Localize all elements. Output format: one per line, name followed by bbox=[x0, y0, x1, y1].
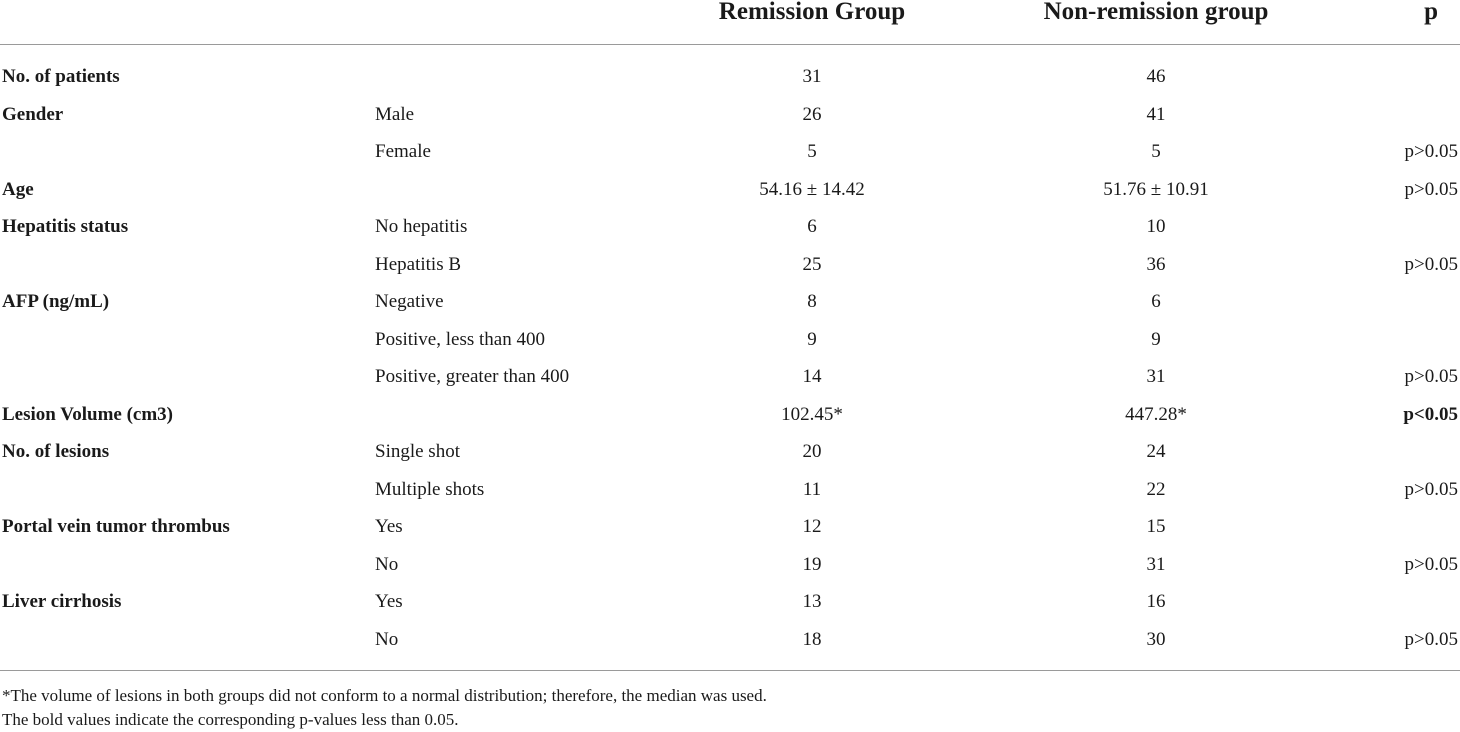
row-variable-cell: No. of lesions bbox=[2, 441, 110, 462]
row-nonremission-cell: 46 bbox=[1146, 66, 1166, 87]
row-nonremission-cell: 31 bbox=[1146, 553, 1166, 575]
row-nonremission-cell: 41 bbox=[1146, 103, 1166, 125]
row-p-value-cell: p>0.05 bbox=[1404, 553, 1458, 575]
row-nonremission-cell: 22 bbox=[1146, 478, 1166, 500]
table-row bbox=[0, 471, 1460, 509]
table-row bbox=[0, 433, 1460, 471]
row-nonremission-cell: 24 bbox=[1146, 441, 1166, 462]
row-p-value-cell: p>0.05 bbox=[1404, 478, 1458, 500]
row-subgroup-cell: Negative bbox=[375, 291, 444, 312]
row-nonremission-cell: 447.28* bbox=[1125, 403, 1187, 425]
table-row bbox=[0, 621, 1460, 659]
row-subgroup-cell: No bbox=[375, 553, 399, 575]
row-subgroup-cell: Multiple shots bbox=[375, 478, 485, 500]
row-p-value-cell: p>0.05 bbox=[1404, 178, 1458, 200]
header-p-value: p bbox=[1424, 0, 1438, 25]
row-remission-cell: 13 bbox=[802, 591, 822, 612]
table-row bbox=[0, 583, 1460, 621]
row-variable-cell: No. of patients bbox=[2, 66, 120, 87]
row-variable-cell: Portal vein tumor thrombus bbox=[2, 516, 230, 537]
row-subgroup-cell: Positive, greater than 400 bbox=[375, 366, 570, 387]
row-variable-cell: Lesion Volume (cm3) bbox=[2, 403, 173, 425]
row-nonremission-cell: 31 bbox=[1146, 366, 1166, 387]
row-nonremission-cell: 10 bbox=[1146, 216, 1166, 237]
row-variable-cell: Hepatitis status bbox=[2, 216, 129, 237]
header-nonremission-group: Non-remission group bbox=[1043, 0, 1269, 25]
row-remission-cell: 5 bbox=[807, 141, 817, 162]
row-remission-cell: 19 bbox=[802, 553, 822, 575]
table-bottom-rule bbox=[0, 670, 1460, 671]
row-remission-cell: 8 bbox=[807, 291, 817, 312]
row-remission-cell: 25 bbox=[802, 253, 822, 275]
table-row bbox=[0, 171, 1460, 209]
table-row bbox=[0, 546, 1460, 584]
row-remission-cell: 9 bbox=[807, 328, 817, 350]
row-remission-cell: 11 bbox=[802, 478, 822, 500]
row-nonremission-cell: 51.76 ± 10.91 bbox=[1103, 178, 1209, 200]
table-footnotes bbox=[2, 684, 767, 732]
table-header-row bbox=[0, 0, 1460, 45]
row-p-value-cell: p>0.05 bbox=[1404, 628, 1458, 650]
row-nonremission-cell: 5 bbox=[1151, 141, 1161, 162]
row-nonremission-cell: 9 bbox=[1151, 328, 1161, 350]
row-remission-cell: 26 bbox=[802, 103, 822, 125]
row-remission-cell: 54.16 ± 14.42 bbox=[759, 178, 865, 200]
row-remission-cell: 12 bbox=[802, 516, 822, 537]
footnote-median: *The volume of lesions in both groups did not conform to a normal distribution; therefore, the median was used. bbox=[2, 686, 767, 705]
row-variable-cell: Gender bbox=[2, 103, 64, 125]
row-nonremission-cell: 36 bbox=[1146, 253, 1166, 275]
row-subgroup-cell: Hepatitis B bbox=[375, 253, 462, 275]
row-remission-cell: 14 bbox=[802, 366, 822, 387]
row-remission-cell: 102.45* bbox=[781, 403, 843, 425]
row-variable-cell: Liver cirrhosis bbox=[2, 591, 122, 612]
row-subgroup-cell: Single shot bbox=[375, 441, 460, 462]
table-row bbox=[0, 246, 1460, 284]
table-row bbox=[0, 358, 1460, 396]
row-variable-cell: Age bbox=[2, 178, 34, 200]
row-p-value-cell: p>0.05 bbox=[1404, 366, 1458, 387]
row-subgroup-cell: No bbox=[375, 628, 399, 650]
row-subgroup-cell: No hepatitis bbox=[375, 216, 468, 237]
row-remission-cell: 6 bbox=[807, 216, 817, 237]
row-variable-cell: AFP (ng/mL) bbox=[2, 291, 110, 312]
row-remission-cell: 20 bbox=[802, 441, 822, 462]
table-row bbox=[0, 58, 1460, 96]
row-p-value-cell: p<0.05 bbox=[1403, 403, 1458, 425]
row-nonremission-cell: 30 bbox=[1146, 628, 1166, 650]
header-remission-group: Remission Group bbox=[718, 0, 906, 25]
table-row bbox=[0, 133, 1460, 171]
row-remission-cell: 18 bbox=[802, 628, 822, 650]
row-subgroup-cell: Positive, less than 400 bbox=[375, 328, 545, 350]
table-row bbox=[0, 396, 1460, 434]
table-body bbox=[0, 58, 1460, 658]
row-subgroup-cell: Female bbox=[375, 141, 431, 162]
table-row bbox=[0, 283, 1460, 321]
row-nonremission-cell: 15 bbox=[1146, 516, 1166, 537]
row-nonremission-cell: 16 bbox=[1146, 591, 1166, 612]
row-subgroup-cell: Male bbox=[375, 103, 415, 125]
table-row bbox=[0, 321, 1460, 359]
table-row bbox=[0, 508, 1460, 546]
table-row bbox=[0, 96, 1460, 134]
row-p-value-cell: p>0.05 bbox=[1404, 253, 1458, 275]
row-subgroup-cell: Yes bbox=[375, 591, 403, 612]
row-subgroup-cell: Yes bbox=[375, 516, 403, 537]
row-remission-cell: 31 bbox=[802, 66, 822, 87]
footnote-bold-values: The bold values indicate the corresponding p-values less than 0.05. bbox=[2, 710, 459, 729]
table-row bbox=[0, 208, 1460, 246]
row-p-value-cell: p>0.05 bbox=[1404, 141, 1458, 162]
row-nonremission-cell: 6 bbox=[1151, 291, 1161, 312]
